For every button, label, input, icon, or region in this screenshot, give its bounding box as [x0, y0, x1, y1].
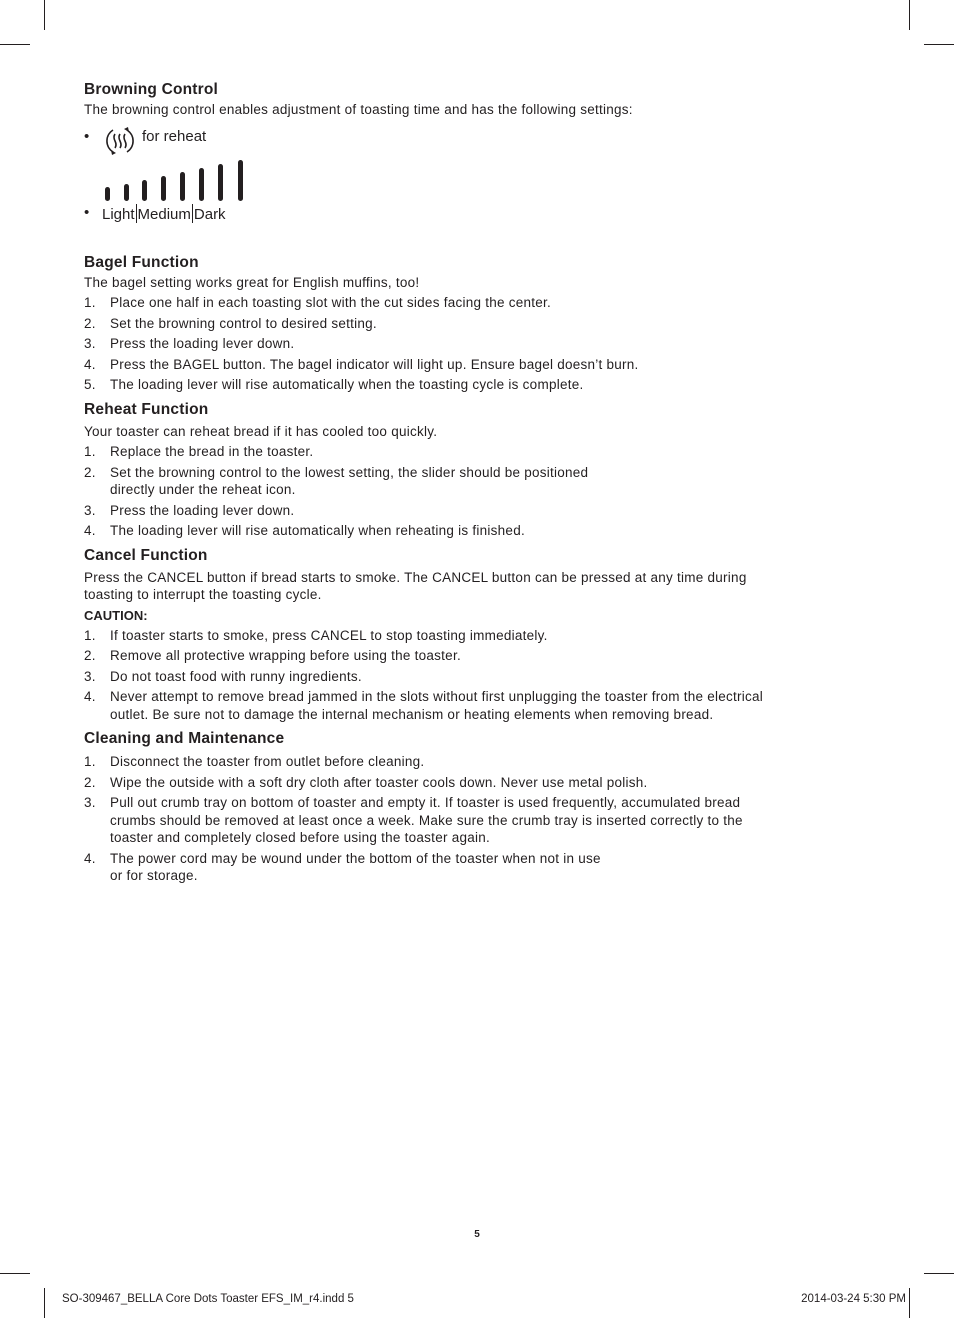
list-item: 3. Do not toast food with runny ingredients.	[84, 668, 362, 684]
bagel-heading: Bagel Function	[84, 253, 199, 271]
cleaning-steps	[84, 753, 884, 885]
browning-levels	[84, 201, 884, 225]
cancel-section	[84, 545, 884, 724]
bagel-steps	[84, 294, 884, 394]
browning-intro: The browning control enables adjustment of toasting time and has the following settings:	[84, 102, 633, 117]
page-number: 5	[474, 1229, 480, 1240]
browning-section	[84, 79, 884, 225]
crop-mark	[909, 0, 910, 30]
level-light: Light	[102, 205, 135, 223]
level-dark: Dark	[193, 205, 226, 223]
crop-mark	[44, 0, 45, 30]
list-item: 5. The loading lever will rise automatically when the toasting cycle is complete.	[84, 377, 584, 392]
reheat-label: for reheat	[142, 127, 207, 145]
list-item: 4. Never attempt to remove bread jammed in the slots without first unplugging the toaster from the electrical outlet. Be sure not to damage the internal mechanism or heating elements when removing bread.	[84, 689, 764, 722]
bagel-intro: The bagel setting works great for English muffins, too!	[84, 274, 420, 290]
reheat-setting	[84, 125, 884, 155]
list-item: 1. Place one half in each toasting slot with the cut sides facing the center.	[84, 295, 552, 310]
level-medium: Medium	[137, 205, 191, 223]
list-item: 1. Replace the bread in the toaster.	[84, 444, 314, 459]
browning-bar	[199, 168, 204, 201]
list-item: 2. Set the browning control to desired setting.	[84, 315, 377, 331]
browning-bar	[124, 184, 129, 201]
list-item: 4. The loading lever will rise automatically when reheating is finished.	[84, 523, 525, 538]
reheat-section	[84, 399, 884, 540]
browning-heading: Browning Control	[84, 81, 219, 98]
list-item: 3. Press the loading lever down.	[84, 336, 295, 351]
browning-bar	[161, 176, 166, 201]
reheat-steps	[84, 443, 884, 540]
crop-mark	[909, 1288, 910, 1318]
caution-label: CAUTION:	[84, 607, 148, 623]
list-item: 1. If toaster starts to smoke, press CANCEL to stop toasting immediately.	[84, 627, 548, 643]
bagel-section	[84, 252, 884, 394]
browning-bar	[105, 187, 110, 201]
list-item: 3. Press the loading lever down.	[84, 502, 295, 518]
list-item: 2. Set the browning control to the lowest setting, the slider should be positioned directly under the reheat icon.	[84, 464, 589, 497]
crop-mark	[924, 44, 954, 45]
browning-bar	[238, 160, 243, 201]
bullet: •	[84, 127, 90, 145]
list-item: 4. Press the BAGEL button. The bagel indicator will light up. Ensure bagel doesn’t burn.	[84, 356, 639, 372]
list-item: 3. Pull out crumb tray on bottom of toaster and empty it. If toaster is used frequently, accumulated bread crumbs should be removed at least once a week. Make sure the crumb tray is inserted correctly to the toaster and completely closed before using the toaster again.	[84, 795, 743, 845]
list-item: 2. Remove all protective wrapping before using the toaster.	[84, 648, 461, 663]
cancel-heading: Cancel Function	[84, 546, 208, 564]
divider	[192, 204, 193, 223]
crop-mark	[0, 44, 30, 45]
slug-timestamp: 2014-03-24 5:30 PM	[801, 1293, 906, 1305]
slug-filename: SO-309467_BELLA Core Dots Toaster EFS_IM_r4.indd 5	[62, 1293, 354, 1305]
reheat-intro: Your toaster can reheat bread if it has cooled too quickly.	[84, 423, 438, 439]
cancel-steps	[84, 627, 884, 724]
list-item: 1. Disconnect the toaster from outlet before cleaning.	[84, 754, 425, 769]
divider	[136, 204, 137, 223]
list-item: 2. Wipe the outside with a soft dry cloth after toaster cools down. Never use metal polish.	[84, 774, 648, 790]
browning-level-bars	[84, 157, 884, 201]
page-content	[84, 79, 884, 885]
cancel-intro: Press the CANCEL button if bread starts to smoke. The CANCEL button can be pressed at any time during toasting to interrupt the toasting cycle.	[84, 569, 747, 602]
list-item: 4. The power cord may be wound under the bottom of the toaster when not in use or for storage.	[84, 850, 601, 883]
browning-bar	[180, 172, 185, 201]
crop-mark	[0, 1273, 30, 1274]
reheat-icon	[104, 125, 136, 157]
cleaning-heading: Cleaning and Maintenance	[84, 730, 285, 747]
crop-mark	[924, 1273, 954, 1274]
crop-mark	[44, 1288, 45, 1318]
cleaning-section	[84, 728, 884, 885]
reheat-heading: Reheat Function	[84, 400, 209, 418]
bullet: •	[84, 203, 90, 221]
browning-bar	[142, 180, 147, 201]
browning-bar	[218, 164, 223, 201]
